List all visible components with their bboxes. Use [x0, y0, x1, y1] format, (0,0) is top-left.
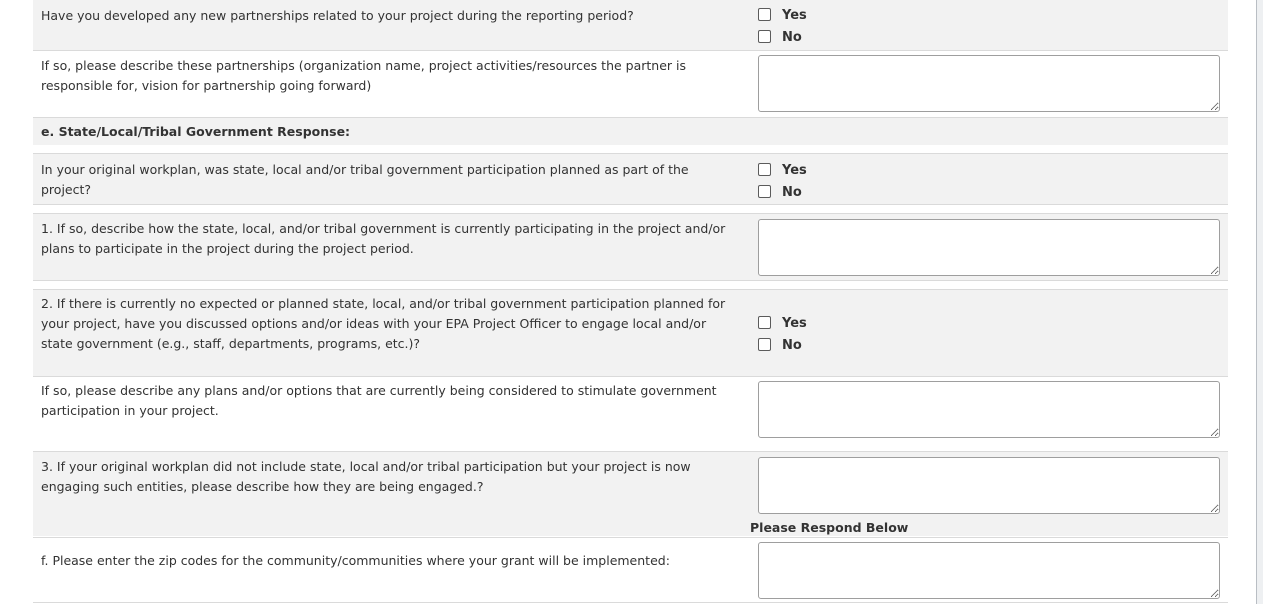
row-government-planned	[33, 153, 1228, 205]
textarea-describe-partnerships[interactable]	[758, 55, 1220, 112]
checkbox-yes[interactable]	[758, 163, 771, 176]
question-government-planned: In your original workplan, was state, local and/or tribal government participation planned as part of the project?	[41, 162, 689, 197]
question-stimulate-participation: If so, please describe any plans and/or options that are currently being considered to stimulate government participation in your project.	[41, 383, 717, 418]
checkbox-no[interactable]	[758, 338, 771, 351]
row-government-participating	[33, 213, 1228, 281]
question-new-partnerships: Have you developed any new partnerships related to your project during the reporting period?	[41, 8, 634, 23]
row-describe-partnerships	[33, 51, 1228, 118]
option-no-label: No	[782, 338, 802, 353]
question-zip-codes: f. Please enter the zip codes for the community/communities where your grant will be implemented:	[41, 553, 670, 568]
question-entities-engaged: 3. If your original workplan did not include state, local and/or tribal participation but your project is now engaging such entities, please describe how they are being engaged.?	[41, 459, 691, 494]
checkbox-yes[interactable]	[758, 316, 771, 329]
checkbox-no[interactable]	[758, 185, 771, 198]
checkbox-yes[interactable]	[758, 8, 771, 21]
option-yes-label: Yes	[782, 316, 807, 331]
respond-below-label: Please Respond Below	[750, 520, 909, 535]
question-discussed-options: 2. If there is currently no expected or planned state, local, and/or tribal government participation planned for your project, have you discussed options and/or ideas with your EPA Project Officer to engage local and/or state government (e.g., staff, departments, programs, etc.)?	[41, 296, 726, 351]
question-government-participating: 1. If so, describe how the state, local, and/or tribal government is currently participating in the project and/or plans to participate in the project during the project period.	[41, 221, 726, 256]
row-zip-codes	[33, 537, 1228, 603]
textarea-stimulate-participation[interactable]	[758, 381, 1220, 438]
option-no-label: No	[782, 185, 802, 200]
textarea-government-participating[interactable]	[758, 219, 1220, 276]
page-scroll-edge	[1256, 0, 1263, 604]
section-heading-row	[33, 118, 1228, 145]
row-new-partnerships	[33, 0, 1228, 51]
checkbox-no[interactable]	[758, 30, 771, 43]
option-yes-label: Yes	[782, 163, 807, 178]
option-no-label: No	[782, 30, 802, 45]
row-discussed-options	[33, 289, 1228, 377]
section-heading: e. State/Local/Tribal Government Response:	[41, 124, 351, 139]
row-entities-engaged	[33, 452, 1228, 536]
textarea-zip-codes[interactable]	[758, 542, 1220, 599]
textarea-entities-engaged[interactable]	[758, 457, 1220, 514]
row-stimulate-participation	[33, 377, 1228, 452]
question-describe-partnerships: If so, please describe these partnerships (organization name, project activities/resources the partner is responsible for, vision for partnership going forward)	[41, 58, 687, 93]
option-yes-label: Yes	[782, 8, 807, 23]
